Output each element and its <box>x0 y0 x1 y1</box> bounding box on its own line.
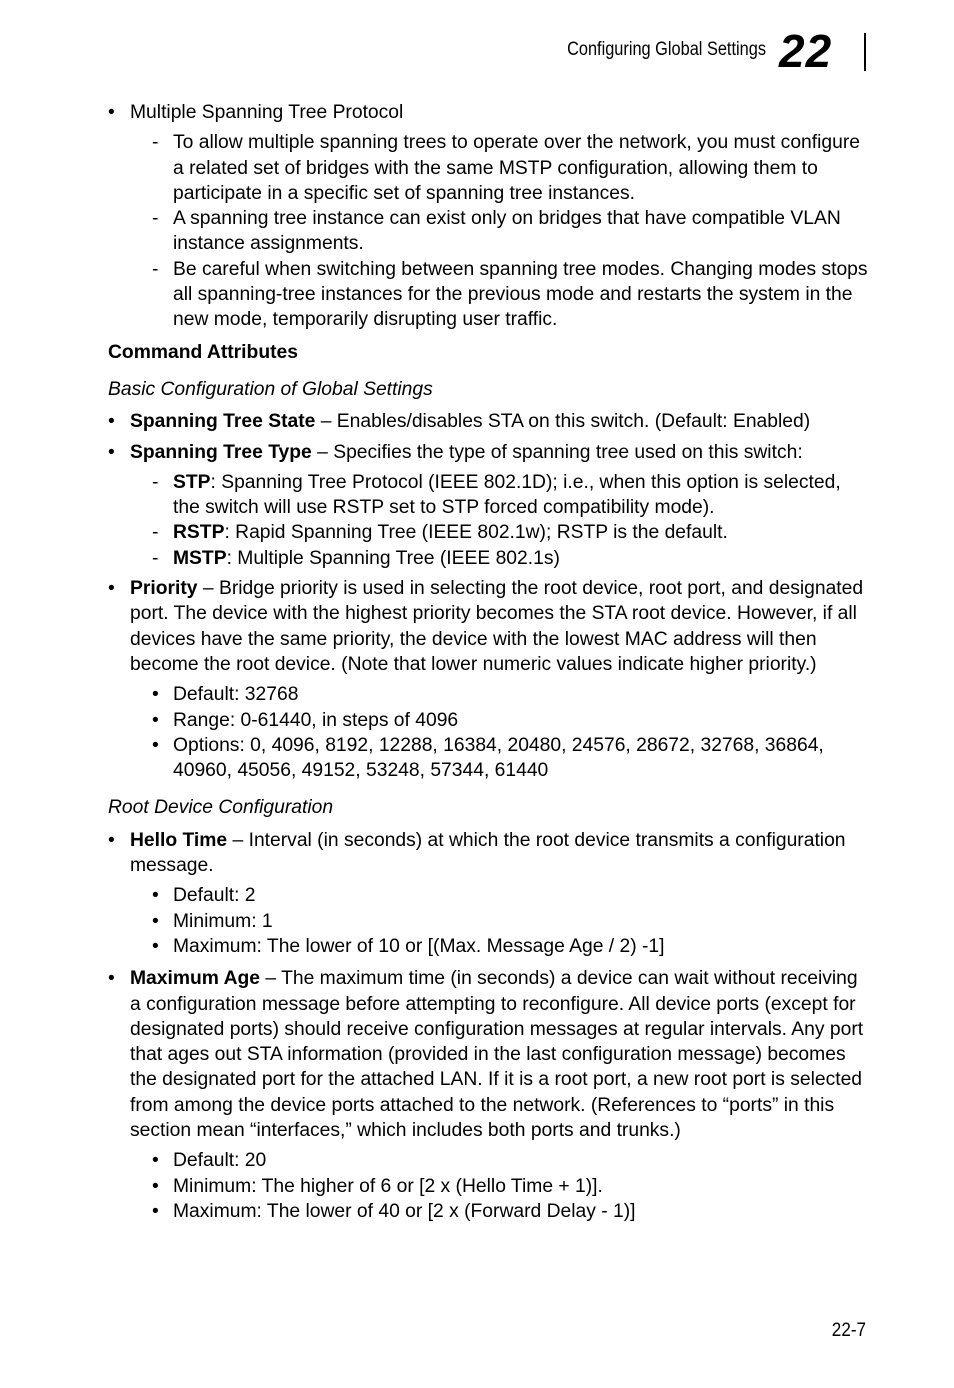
mstp-option <box>130 546 868 571</box>
page-body <box>108 100 868 1229</box>
chapter-number: 22 <box>779 25 833 77</box>
command-attributes-heading: Command Attributes <box>108 341 298 363</box>
term: Hello Time <box>130 829 228 851</box>
spanning-tree-type-item <box>108 440 868 571</box>
maximum-age-item <box>108 966 868 1224</box>
priority-detail: • Default: 32768 <box>130 682 868 707</box>
description: – Bridge priority is used in selecting the root device, root port, and designated port. The device with the highest priority becomes the STA root device. However, if all devices have the same priority, the device with the lowest MAC address will then become the root device. (Note that lower numeric values indicate higher priority.) <box>130 578 864 675</box>
mstp-note: - To allow multiple spanning trees to operate over the network, you must configure a related set of bridges with the same MSTP configuration, allowing them to participate in a specific set of spanning tree instances. <box>130 130 868 206</box>
maxage-detail: • Minimum: The higher of 6 or [2 x (Hello Time + 1)]. <box>130 1174 868 1199</box>
term: Maximum Age <box>130 968 260 990</box>
description: – Enables/disables STA on this switch. (Default: Enabled) <box>315 411 811 433</box>
spanning-tree-state-item <box>108 409 868 434</box>
mstp-label: Multiple Spanning Tree Protocol <box>130 102 404 123</box>
basic-config-heading: Basic Configuration of Global Settings <box>108 378 433 400</box>
header-divider <box>864 33 866 71</box>
term: Spanning Tree Type <box>130 441 312 463</box>
maxage-detail: • Maximum: The lower of 40 or [2 x (Forward Delay - 1)] <box>130 1199 868 1224</box>
rstp-option <box>130 520 868 545</box>
term: Spanning Tree State <box>130 411 316 433</box>
hello-detail: • Minimum: 1 <box>130 909 868 934</box>
term: MSTP <box>173 547 227 569</box>
running-header-title: Configuring Global Settings <box>567 39 766 60</box>
priority-item <box>108 576 868 783</box>
term: Priority <box>130 578 198 600</box>
mstp-note: - A spanning tree instance can exist only on bridges that have compatible VLAN instance assignments. <box>130 206 868 257</box>
hello-detail: • Default: 2 <box>130 883 868 908</box>
root-device-heading: Root Device Configuration <box>108 797 334 819</box>
term: RSTP <box>173 522 225 544</box>
maxage-detail: • Default: 20 <box>130 1148 868 1173</box>
hello-time-item <box>108 828 868 959</box>
description: : Spanning Tree Protocol (IEEE 802.1D); i.e., when this option is selected, the switch will use RSTP set to STP forced compatibility mode). <box>173 471 841 519</box>
mstp-note: - Be careful when switching between spanning tree modes. Changing modes stops all spanning-tree instances for the previous mode and restarts the system in the new mode, temporarily disrupting user traffic. <box>130 257 868 333</box>
description: – Specifies the type of spanning tree used on this switch: <box>311 441 803 463</box>
term: STP <box>173 471 211 493</box>
hello-detail: • Maximum: The lower of 10 or [(Max. Message Age / 2) -1] <box>130 934 868 959</box>
priority-detail: • Options: 0, 4096, 8192, 12288, 16384, 20480, 24576, 28672, 32768, 36864, 40960, 45056, 49152, 53248, 57344, 61440 <box>130 733 868 784</box>
description: – Interval (in seconds) at which the root device transmits a configuration message. <box>130 829 846 877</box>
priority-detail: • Range: 0-61440, in steps of 4096 <box>130 708 868 733</box>
mstp-bullet <box>108 100 868 333</box>
description: : Rapid Spanning Tree (IEEE 802.1w); RSTP is the default. <box>224 522 728 544</box>
description: – The maximum time (in seconds) a device can wait without receiving a configuration message before attempting to reconfigure. All device ports (except for designated ports) should receive configuration messages at regular intervals. Any port that ages out STA information (provided in the last configuration message) becomes the designated port for the attached LAN. If it is a root port, a new root port is selected from among the device ports attached to the network. (References to “ports” in this section mean “interfaces,” which includes both ports and trunks.) <box>130 968 864 1141</box>
stp-option <box>130 470 868 521</box>
description: : Multiple Spanning Tree (IEEE 802.1s) <box>226 547 560 569</box>
page-number: 22-7 <box>831 1320 866 1341</box>
